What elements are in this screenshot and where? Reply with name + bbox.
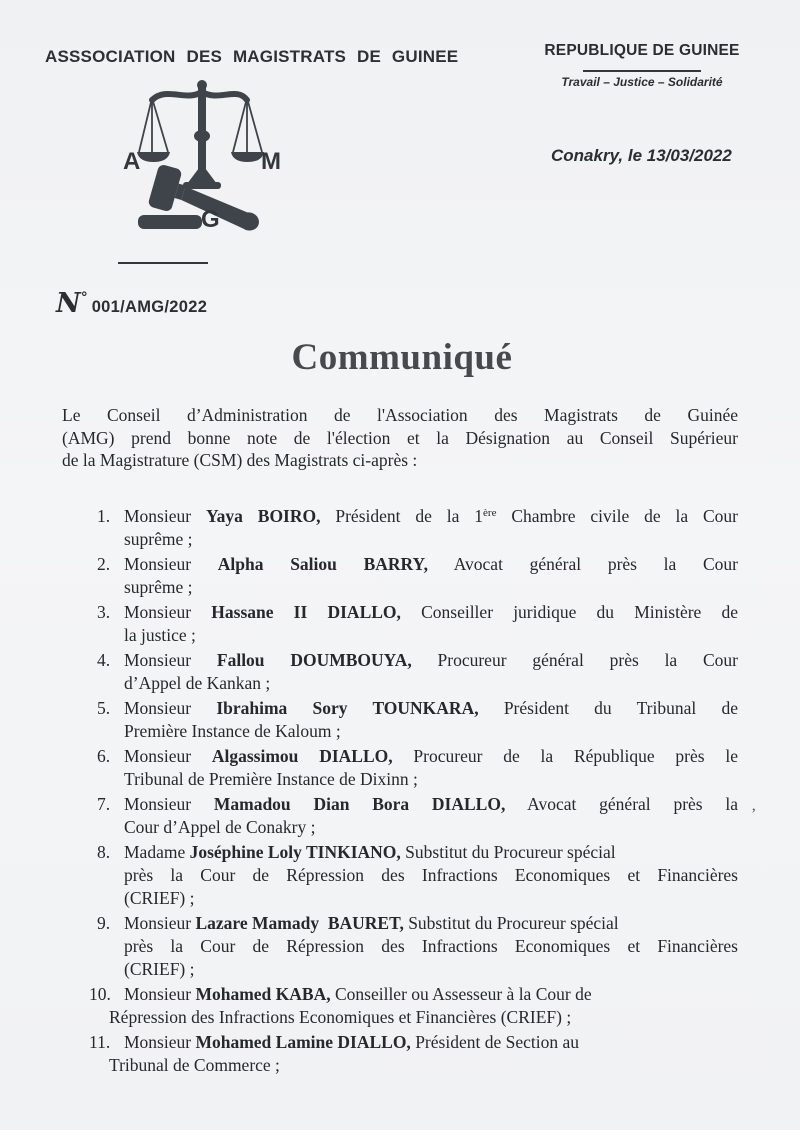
text-segment: la justice ; bbox=[124, 625, 196, 645]
text-segment: Président de Section au bbox=[410, 1032, 579, 1052]
item-number: 9. bbox=[97, 913, 111, 933]
list-item bbox=[62, 1031, 738, 1077]
logo-letter-a: A bbox=[123, 148, 141, 175]
text-line bbox=[124, 1031, 738, 1054]
republic-block bbox=[543, 42, 741, 89]
item-number: 3. bbox=[97, 602, 111, 622]
text-segment: Monsieur bbox=[124, 794, 214, 814]
list-item bbox=[62, 745, 738, 791]
item-content bbox=[124, 841, 738, 910]
logo-letter-g: G bbox=[201, 206, 220, 233]
person-name: Mohamed KABA, bbox=[195, 984, 331, 1004]
person-name: Mamadou Dian Bora DIALLO, bbox=[213, 794, 506, 814]
list-item bbox=[62, 601, 738, 647]
text-line bbox=[109, 1054, 738, 1077]
item-content bbox=[124, 553, 738, 599]
item-number: 7. bbox=[97, 794, 111, 814]
text-segment: Conseiller juridique du Ministère de bbox=[400, 602, 739, 622]
text-segment: près la Cour de Répression des Infractions Economiques et Financières bbox=[124, 865, 738, 885]
org-name: ASSSOCIATION DES MAGISTRATS DE GUINEE bbox=[45, 47, 459, 66]
text-segment: Monsieur bbox=[124, 506, 206, 526]
list-item bbox=[62, 553, 738, 599]
text-line bbox=[124, 624, 738, 647]
text-line bbox=[124, 649, 738, 672]
scan-artifact: ’ bbox=[751, 806, 757, 823]
motto: Travail – Justice – Solidarité bbox=[561, 75, 723, 89]
list-item bbox=[62, 841, 738, 910]
amg-logo bbox=[95, 78, 290, 243]
ref-number-symbol: N° bbox=[56, 288, 88, 319]
text-segment: Cour d’Appel de Conakry ; bbox=[124, 817, 316, 837]
text-line bbox=[124, 505, 738, 528]
text-line bbox=[124, 672, 738, 695]
text-segment: Répression des Infractions Economiques et Financières (CRIEF) ; bbox=[109, 1007, 572, 1027]
text-line bbox=[124, 720, 738, 743]
text-line bbox=[124, 745, 738, 768]
ref-number-value: 001/AMG/2022 bbox=[91, 298, 208, 316]
text-segment: Avocat général près la bbox=[505, 794, 738, 814]
text-segment: Tribunal de Commerce ; bbox=[109, 1055, 280, 1075]
text-segment: de la Magistrature (CSM) des Magistrats ci-après : bbox=[62, 450, 418, 470]
person-name: Fallou DOUMBOUYA, bbox=[216, 650, 412, 670]
list-item bbox=[62, 983, 738, 1029]
item-number: 5. bbox=[97, 698, 111, 718]
text-segment: Monsieur bbox=[124, 1032, 196, 1052]
text-segment: Monsieur bbox=[124, 554, 218, 574]
item-content bbox=[109, 983, 738, 1029]
text-segment: Monsieur bbox=[124, 602, 212, 622]
item-number: 11. bbox=[89, 1032, 111, 1052]
person-name: Ibrahima Sory TOUNKARA, bbox=[216, 698, 479, 718]
item-content bbox=[124, 912, 738, 981]
text-line bbox=[124, 793, 738, 816]
person-name: Alpha Saliou BARRY, bbox=[217, 554, 428, 574]
text-segment: Avocat général près la Cour bbox=[427, 554, 739, 574]
text-segment: Première Instance de Kaloum ; bbox=[124, 721, 341, 741]
item-number: 2. bbox=[97, 554, 111, 574]
text-segment: suprême ; bbox=[124, 577, 193, 597]
list-item bbox=[62, 697, 738, 743]
person-name: Yaya BOIRO, bbox=[205, 506, 321, 526]
text-line bbox=[124, 601, 738, 624]
person-name: Mohamed Lamine DIALLO, bbox=[195, 1032, 411, 1052]
list-item bbox=[62, 505, 738, 551]
item-number: 8. bbox=[97, 842, 111, 862]
text-line bbox=[124, 697, 738, 720]
republic-name: REPUBLIQUE DE GUINEE bbox=[544, 42, 740, 59]
text-segment: Tribunal de Première Instance de Dixinn ; bbox=[124, 769, 418, 789]
text-segment: Monsieur bbox=[124, 698, 217, 718]
text-segment: près la Cour de Répression des Infractions Economiques et Financières bbox=[124, 936, 738, 956]
text-line bbox=[124, 768, 738, 791]
text-line bbox=[62, 404, 738, 427]
item-content bbox=[109, 1031, 738, 1077]
text-line bbox=[124, 912, 738, 935]
item-content bbox=[124, 505, 738, 551]
motto-rule bbox=[583, 70, 701, 72]
person-name: Algassimou DIALLO, bbox=[211, 746, 393, 766]
text-line bbox=[124, 958, 738, 981]
text-line bbox=[62, 427, 738, 450]
person-name: Hassane II DIALLO, bbox=[211, 602, 401, 622]
text-line bbox=[124, 528, 738, 551]
text-line bbox=[62, 449, 738, 472]
text-line bbox=[124, 841, 738, 864]
text-segment: Conseiller ou Assesseur à la Cour de bbox=[330, 984, 592, 1004]
text-line bbox=[124, 576, 738, 599]
item-content bbox=[124, 745, 738, 791]
text-line bbox=[124, 816, 738, 839]
text-segment: d’Appel de Kankan ; bbox=[124, 673, 271, 693]
item-content bbox=[124, 601, 738, 647]
list-item bbox=[62, 649, 738, 695]
text-line bbox=[124, 887, 738, 910]
text-segment: Madame bbox=[124, 842, 190, 862]
person-name: Joséphine Loly TINKIANO, bbox=[189, 842, 401, 862]
text-segment: Monsieur bbox=[124, 913, 196, 933]
magistrates-list bbox=[62, 505, 738, 1079]
text-segment: Chambre civile de la Cour bbox=[496, 506, 739, 526]
text-segment: Procureur général près la Cour bbox=[411, 650, 739, 670]
text-line bbox=[124, 553, 738, 576]
item-number: 4. bbox=[97, 650, 111, 670]
text-line bbox=[124, 983, 738, 1006]
text-segment: Procureur de la République près le bbox=[392, 746, 738, 766]
text-segment: Monsieur bbox=[124, 984, 196, 1004]
dateline: Conakry, le 13/03/2022 bbox=[551, 146, 732, 165]
person-name: Lazare Mamady BAURET, bbox=[195, 913, 404, 933]
logo-rule bbox=[118, 262, 208, 264]
ordinal-suffix: ère bbox=[483, 507, 497, 519]
scales-of-justice-gavel-icon bbox=[95, 78, 290, 238]
text-segment: Monsieur bbox=[124, 650, 217, 670]
item-content bbox=[124, 697, 738, 743]
text-segment: suprême ; bbox=[124, 529, 193, 549]
list-item bbox=[62, 793, 738, 839]
text-line bbox=[109, 1006, 738, 1029]
item-number: 6. bbox=[97, 746, 111, 766]
ref-number bbox=[56, 288, 207, 319]
text-segment: (AMG) prend bonne note de l'élection et la Désignation au Conseil Supérieur bbox=[62, 427, 738, 448]
page-title: Communiqué bbox=[291, 337, 513, 378]
item-number: 1. bbox=[97, 506, 111, 526]
text-line bbox=[124, 935, 738, 958]
intro-paragraph bbox=[62, 404, 738, 472]
text-segment: Président de la 1 bbox=[320, 506, 484, 526]
logo-letter-m: M bbox=[261, 148, 281, 175]
text-segment: Monsieur bbox=[124, 746, 212, 766]
item-content bbox=[124, 649, 738, 695]
item-number: 10. bbox=[89, 984, 111, 1004]
text-segment: Substitut du Procureur spécial bbox=[400, 842, 616, 862]
text-line bbox=[124, 864, 738, 887]
list-item bbox=[62, 912, 738, 981]
item-content bbox=[124, 793, 738, 839]
text-segment: Substitut du Procureur spécial bbox=[403, 913, 619, 933]
text-segment: Le Conseil d’Administration de l'Association des Magistrats de Guinée bbox=[62, 405, 738, 425]
text-segment: Président du Tribunal de bbox=[478, 698, 738, 718]
text-segment: (CRIEF) ; bbox=[124, 959, 195, 979]
text-segment: (CRIEF) ; bbox=[124, 888, 195, 908]
